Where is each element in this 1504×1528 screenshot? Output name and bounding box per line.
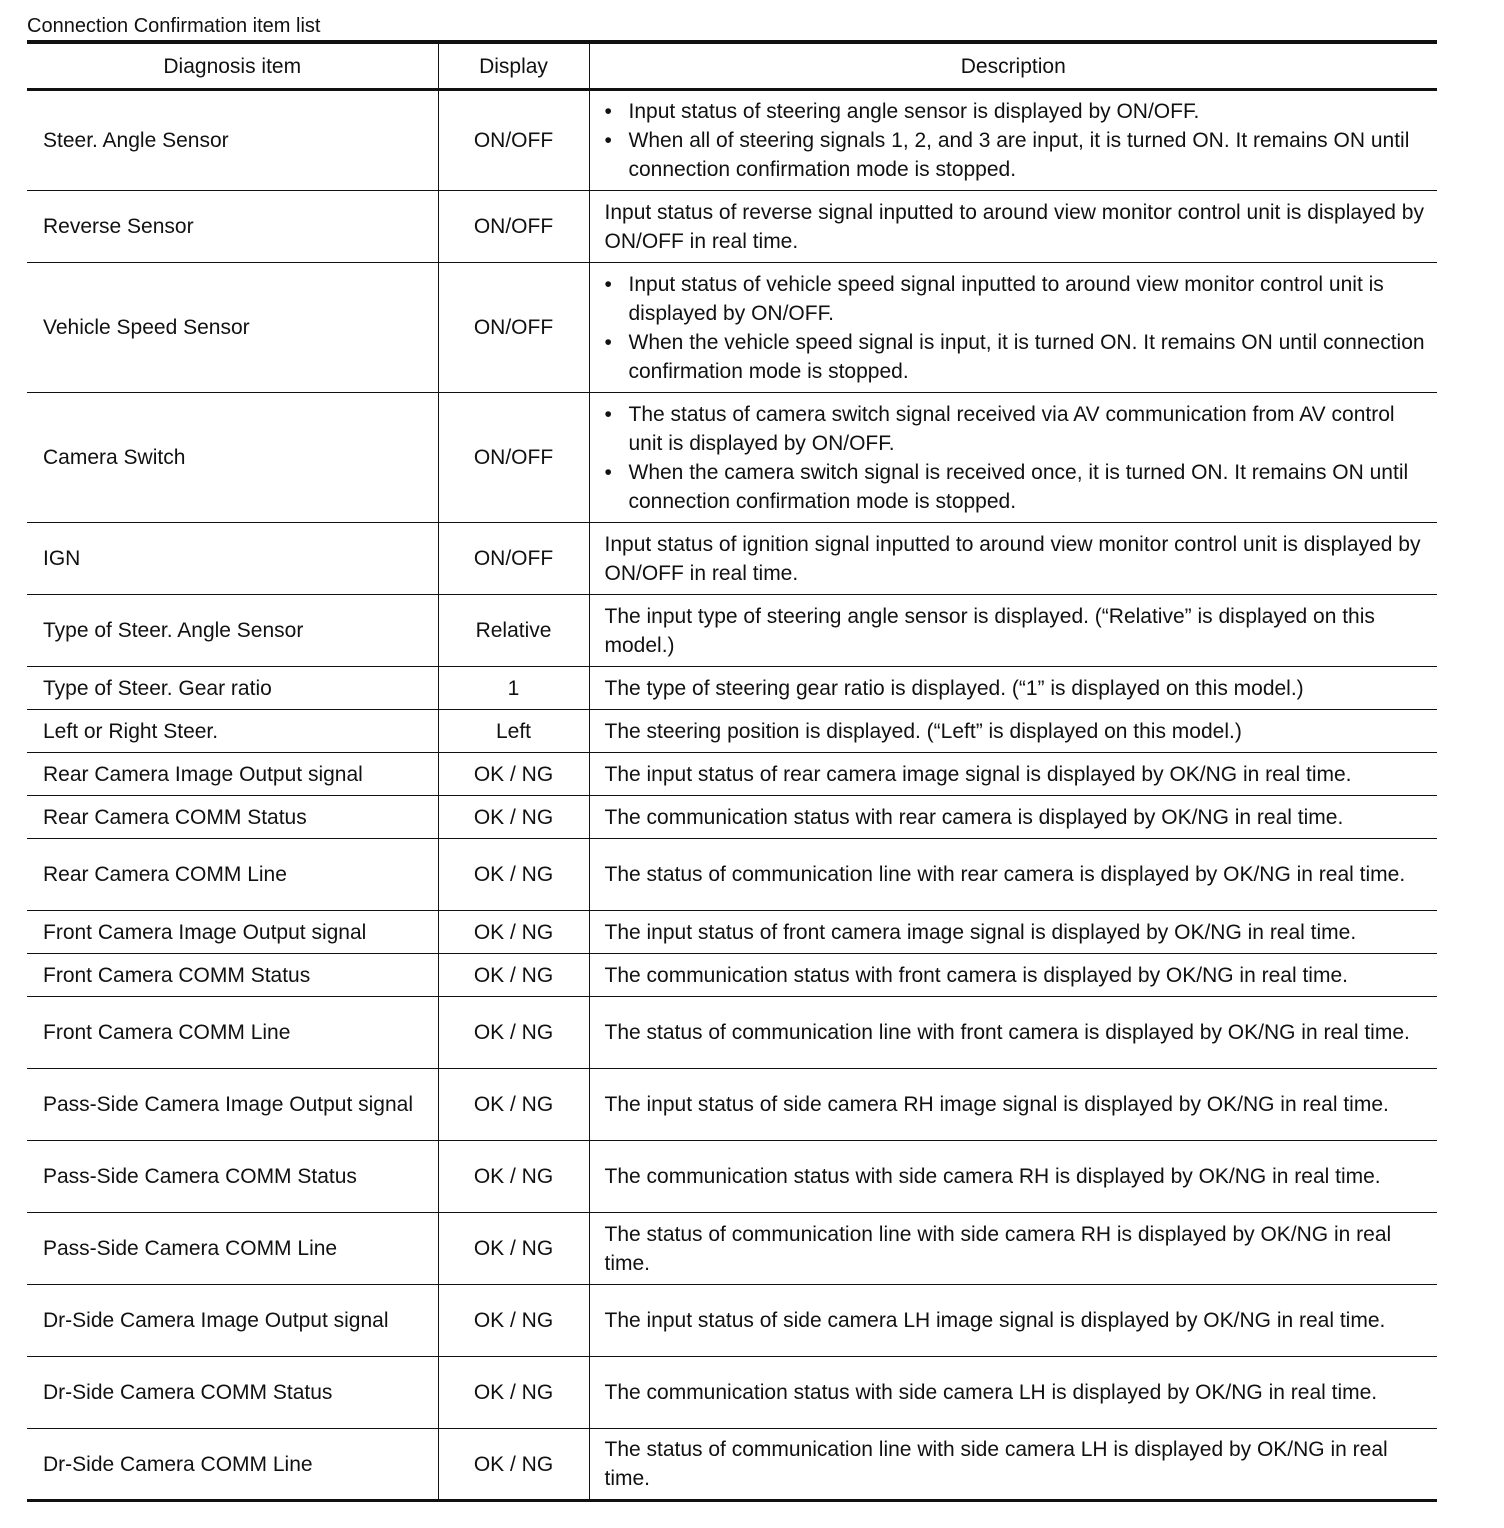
description-cell: The status of communication line with front camera is displayed by OK/NG in real time.: [589, 997, 1437, 1069]
description-cell: The status of communication line with side camera LH is displayed by OK/NG in real time.: [589, 1429, 1437, 1501]
description-bullet: • Input status of steering angle sensor is displayed by ON/OFF.: [605, 97, 1430, 126]
diagnosis-item-cell: Reverse Sensor: [27, 191, 438, 263]
diagnosis-item-cell: Front Camera Image Output signal: [27, 911, 438, 954]
table-caption: Connection Confirmation item list: [27, 15, 321, 37]
table-row: [27, 1213, 1437, 1285]
description-bullet-list: [605, 97, 1430, 184]
description-cell: The communication status with side camera RH is displayed by OK/NG in real time.: [589, 1141, 1437, 1213]
display-cell: OK / NG: [438, 839, 589, 911]
description-cell: The input status of side camera RH image signal is displayed by OK/NG in real time.: [589, 1069, 1437, 1141]
table-row: [27, 393, 1437, 523]
table-row: [27, 1357, 1437, 1429]
display-cell: OK / NG: [438, 1213, 589, 1285]
description-cell: [589, 393, 1437, 523]
table-row: [27, 263, 1437, 393]
display-cell: ON/OFF: [438, 393, 589, 523]
description-cell: The communication status with rear camera is displayed by OK/NG in real time.: [589, 796, 1437, 839]
header-diagnosis-item: Diagnosis item: [27, 42, 438, 90]
display-cell: OK / NG: [438, 954, 589, 997]
description-cell: The input status of rear camera image signal is displayed by OK/NG in real time.: [589, 753, 1437, 796]
diagnosis-item-cell: Type of Steer. Angle Sensor: [27, 595, 438, 667]
connection-confirmation-table: [27, 40, 1437, 1502]
description-cell: [589, 263, 1437, 393]
diagnosis-item-cell: Rear Camera COMM Line: [27, 839, 438, 911]
diagnosis-item-cell: Front Camera COMM Line: [27, 997, 438, 1069]
description-cell: The communication status with side camera LH is displayed by OK/NG in real time.: [589, 1357, 1437, 1429]
table-row: [27, 90, 1437, 191]
diagnosis-item-cell: Left or Right Steer.: [27, 710, 438, 753]
display-cell: OK / NG: [438, 1429, 589, 1501]
description-cell: The input status of side camera LH image signal is displayed by OK/NG in real time.: [589, 1285, 1437, 1357]
description-bullet: • When all of steering signals 1, 2, and 3 are input, it is turned ON. It remains ON until connection confirmation mode is stopped.: [605, 126, 1430, 184]
table-row: [27, 710, 1437, 753]
table-row: [27, 1069, 1437, 1141]
table-row: [27, 954, 1437, 997]
table-row: [27, 839, 1437, 911]
description-cell: [589, 90, 1437, 191]
description-bullet: • When the camera switch signal is received once, it is turned ON. It remains ON until connection confirmation mode is stopped.: [605, 458, 1430, 516]
diagnosis-item-cell: Front Camera COMM Status: [27, 954, 438, 997]
diagnosis-item-cell: Camera Switch: [27, 393, 438, 523]
display-cell: OK / NG: [438, 1141, 589, 1213]
description-bullet: • The status of camera switch signal received via AV communication from AV control unit is displayed by ON/OFF.: [605, 400, 1430, 458]
display-cell: 1: [438, 667, 589, 710]
display-cell: Left: [438, 710, 589, 753]
description-cell: The input type of steering angle sensor is displayed. (“Relative” is displayed on this model.): [589, 595, 1437, 667]
table-row: [27, 1141, 1437, 1213]
display-cell: ON/OFF: [438, 263, 589, 393]
diagnosis-item-cell: Dr-Side Camera Image Output signal: [27, 1285, 438, 1357]
description-cell: The input status of front camera image signal is displayed by OK/NG in real time.: [589, 911, 1437, 954]
display-cell: OK / NG: [438, 911, 589, 954]
table-body: [27, 90, 1437, 1501]
description-bullet-list: [605, 270, 1430, 386]
diagnosis-item-cell: Pass-Side Camera COMM Status: [27, 1141, 438, 1213]
diagnosis-item-cell: Steer. Angle Sensor: [27, 90, 438, 191]
table-row: [27, 997, 1437, 1069]
diagnosis-item-cell: Rear Camera COMM Status: [27, 796, 438, 839]
display-cell: OK / NG: [438, 997, 589, 1069]
display-cell: ON/OFF: [438, 90, 589, 191]
diagnosis-item-cell: IGN: [27, 523, 438, 595]
diagnosis-item-cell: Type of Steer. Gear ratio: [27, 667, 438, 710]
table-row: [27, 523, 1437, 595]
table-row: [27, 911, 1437, 954]
diagnosis-item-cell: Vehicle Speed Sensor: [27, 263, 438, 393]
diagnosis-item-cell: Dr-Side Camera COMM Line: [27, 1429, 438, 1501]
table-header-row: [27, 42, 1437, 90]
description-bullet: • When the vehicle speed signal is input, it is turned ON. It remains ON until connection confirmation mode is stopped.: [605, 328, 1430, 386]
description-cell: The status of communication line with side camera RH is displayed by OK/NG in real time.: [589, 1213, 1437, 1285]
table-row: [27, 1429, 1437, 1501]
display-cell: ON/OFF: [438, 523, 589, 595]
diagnosis-item-cell: Pass-Side Camera Image Output signal: [27, 1069, 438, 1141]
description-cell: Input status of ignition signal inputted to around view monitor control unit is displayed by ON/OFF in real time.: [589, 523, 1437, 595]
description-cell: The communication status with front camera is displayed by OK/NG in real time.: [589, 954, 1437, 997]
description-bullet-list: [605, 400, 1430, 516]
table-row: [27, 191, 1437, 263]
display-cell: OK / NG: [438, 1069, 589, 1141]
header-description: Description: [589, 42, 1437, 90]
display-cell: OK / NG: [438, 753, 589, 796]
header-display: Display: [438, 42, 589, 90]
diagnosis-item-cell: Dr-Side Camera COMM Status: [27, 1357, 438, 1429]
description-cell: The steering position is displayed. (“Left” is displayed on this model.): [589, 710, 1437, 753]
description-cell: The type of steering gear ratio is displayed. (“1” is displayed on this model.): [589, 667, 1437, 710]
table-row: [27, 753, 1437, 796]
table-row: [27, 796, 1437, 839]
description-bullet: • Input status of vehicle speed signal inputted to around view monitor control unit is displayed by ON/OFF.: [605, 270, 1430, 328]
table-row: [27, 667, 1437, 710]
description-cell: Input status of reverse signal inputted to around view monitor control unit is displayed by ON/OFF in real time.: [589, 191, 1437, 263]
diagnosis-item-cell: Rear Camera Image Output signal: [27, 753, 438, 796]
description-cell: The status of communication line with rear camera is displayed by OK/NG in real time.: [589, 839, 1437, 911]
display-cell: Relative: [438, 595, 589, 667]
table-row: [27, 1285, 1437, 1357]
display-cell: ON/OFF: [438, 191, 589, 263]
display-cell: OK / NG: [438, 1285, 589, 1357]
display-cell: OK / NG: [438, 1357, 589, 1429]
diagnosis-item-cell: Pass-Side Camera COMM Line: [27, 1213, 438, 1285]
table-row: [27, 595, 1437, 667]
display-cell: OK / NG: [438, 796, 589, 839]
